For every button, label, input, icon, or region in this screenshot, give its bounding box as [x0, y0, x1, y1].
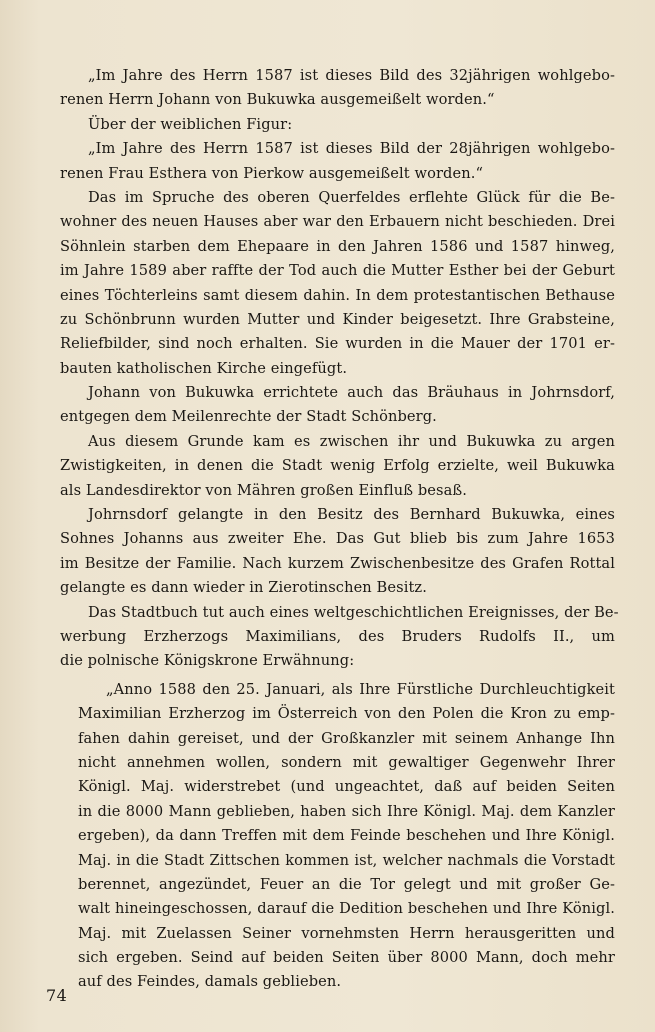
text-line: Reliefbilder, sind noch erhalten. Sie wurden in die Mauer der 1701 er- — [60, 335, 615, 353]
quote-line: „Anno 1588 den 25. Januari, als Ihre Fürstliche Durchleuchtigkeit — [106, 680, 615, 698]
quote-line: nicht annehmen wollen, sondern mit gewaltiger Gegenwehr Ihrer — [78, 753, 615, 771]
text-line: Über der weiblichen Figur: — [88, 115, 293, 133]
quote-line: Maximilian Erzherzog im Österreich von den Polen die Kron zu emp- — [78, 705, 615, 723]
text-line: renen Frau Esthera von Pierkow ausgemeißelt worden.“ — [60, 164, 484, 182]
quote-line: in die 8000 Mann geblieben, haben sich Ihre Königl. Maj. dem Kanzler — [78, 802, 615, 820]
text-line: bauten katholischen Kirche eingefügt. — [60, 359, 348, 377]
text-line: Aus diesem Grunde kam es zwischen ihr und Bukuwka zu argen — [88, 432, 615, 450]
quote-line: berennet, angezündet, Feuer an die Tor gelegt und mit großer Ge- — [78, 875, 615, 893]
text-line: Das im Spruche des oberen Querfeldes erflehte Glück für die Be- — [88, 188, 615, 206]
quotation-block — [60, 678, 615, 995]
text-line: Sohnes Johanns aus zweiter Ehe. Das Gut blieb bis zum Jahre 1653 — [60, 530, 615, 548]
text-line: werbung Erzherzogs Maximilians, des Bruders Rudolfs II., um — [60, 627, 615, 645]
text-line: als Landesdirektor von Mähren großen Einfluß besaß. — [60, 481, 468, 499]
quote-line: Königl. Maj. widerstrebet (und ungeachtet, daß auf beiden Seiten — [78, 778, 615, 796]
text-line: eines Töchterleins samt diesem dahin. In dem protestantischen Bethause — [60, 286, 615, 304]
text-line: im Besitze der Familie. Nach kurzem Zwischenbesitze des Grafen Rottal — [60, 554, 615, 572]
page-number: 74 — [46, 986, 68, 1005]
text-line: Das Stadtbuch tut auch eines weltgeschichtlichen Ereignisses, der Be- — [88, 603, 619, 621]
quote-line: Maj. mit Zuelassen Seiner vornehmsten Herrn herausgeritten und — [78, 924, 615, 942]
text-line: Söhnlein starben dem Ehepaare in den Jahren 1586 und 1587 hinweg, — [60, 237, 615, 255]
page-text-block — [60, 64, 619, 995]
text-line: Johann von Bukuwka errichtete auch das Bräuhaus in Johrnsdorf, — [88, 384, 615, 402]
quote-line: Maj. in die Stadt Zittschen kommen ist, welcher nachmals die Vorstadt — [78, 851, 615, 869]
quote-line: walt hineingeschossen, darauf die Dedition beschehen und Ihre Königl. — [78, 900, 615, 918]
quote-line: fahen dahin gereiset, und der Großkanzler mit seinem Anhange Ihn — [78, 729, 615, 747]
quote-line: ergeben), da dann Treffen mit dem Feinde beschehen und Ihre Königl. — [78, 827, 615, 845]
text-line: gelangte es dann wieder in Zierotinschen Besitz. — [60, 579, 427, 597]
text-line: wohner des neuen Hauses aber war den Erbauern nicht beschieden. Drei — [60, 213, 615, 231]
text-line: im Jahre 1589 aber raffte der Tod auch die Mutter Esther bei der Geburt — [60, 262, 615, 280]
text-line: Johrnsdorf gelangte in den Besitz des Bernhard Bukuwka, eines — [88, 506, 615, 524]
text-line: entgegen dem Meilenrechte der Stadt Schönberg. — [60, 408, 437, 426]
quote-line: auf des Feindes, damals geblieben. — [78, 973, 342, 991]
text-line: „Im Jahre des Herrn 1587 ist dieses Bild des 32jährigen wohlgebo- — [88, 67, 615, 84]
text-line: zu Schönbrunn wurden Mutter und Kinder beigesetzt. Ihre Grabsteine, — [60, 310, 615, 328]
text-line: Zwistigkeiten, in denen die Stadt wenig Erfolg erzielte, weil Bukuwka — [60, 457, 615, 475]
text-line: die polnische Königskrone Erwähnung: — [60, 652, 355, 670]
text-line: „Im Jahre des Herrn 1587 ist dieses Bild der 28jährigen wohlgebo- — [88, 140, 615, 158]
text-line: renen Herrn Johann von Bukuwka ausgemeißelt worden.“ — [60, 91, 495, 109]
quote-line: sich ergeben. Seind auf beiden Seiten über 8000 Mann, doch mehr — [78, 949, 615, 967]
